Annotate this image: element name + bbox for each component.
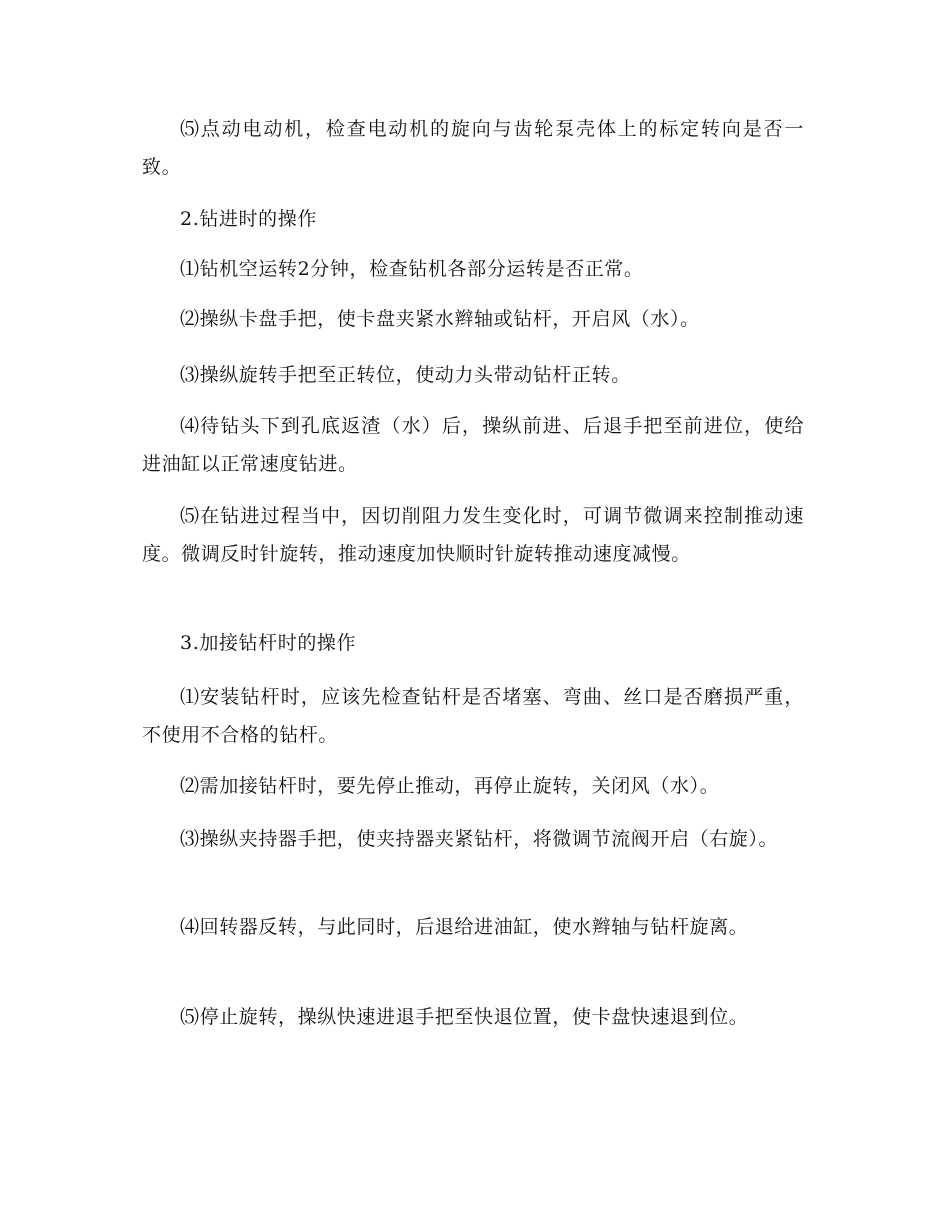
paragraph-add-rod-step-1: ⑴安装钻杆时，应该先检查钻杆是否堵塞、弯曲、丝口是否磨损严重，不使用不合格的钻杆。 <box>142 686 804 746</box>
paragraph-step-5-motor-check: ⑸点动电动机，检查电动机的旋向与齿轮泵壳体上的标定转向是否一致。 <box>142 118 804 178</box>
section-heading-add-rod: 3.加接钻杆时的操作 <box>180 632 357 654</box>
paragraph-add-rod-step-2: ⑵需加接钻杆时，要先停止推动，再停止旋转，关闭风（水）。 <box>180 775 720 797</box>
section-heading-drilling: 2.钻进时的操作 <box>180 208 317 230</box>
paragraph-drilling-step-2: ⑵操纵卡盘手把，使卡盘夹紧水辫轴或钻杆，开启风（水）。 <box>180 308 700 330</box>
paragraph-drilling-step-4: ⑷待钻头下到孔底返渣（水）后，操纵前进、后退手把至前进位，使给进油缸以正常速度钻进。 <box>142 415 804 475</box>
paragraph-drilling-step-3: ⑶操纵旋转手把至正转位，使动力头带动钻杆正转。 <box>180 364 631 386</box>
paragraph-add-rod-step-5: ⑸停止旋转，操纵快速进退手把至快退位置，使卡盘快速退到位。 <box>180 1006 749 1028</box>
paragraph-drilling-step-1: ⑴钻机空运转2分钟，检查钻机各部分运转是否正常。 <box>180 258 644 280</box>
paragraph-add-rod-step-4: ⑷回转器反转，与此同时，后退给进油缸，使水辫轴与钻杆旋离。 <box>180 916 749 938</box>
paragraph-drilling-step-5: ⑸在钻进过程当中，因切削阻力发生变化时，可调节微调来控制推动速度。微调反时针旋转，推动速度加快顺时针旋转推动速度减慢。 <box>142 505 804 565</box>
paragraph-add-rod-step-3: ⑶操纵夹持器手把，使夹持器夹紧钻杆，将微调节流阀开启（右旋）。 <box>180 828 779 850</box>
